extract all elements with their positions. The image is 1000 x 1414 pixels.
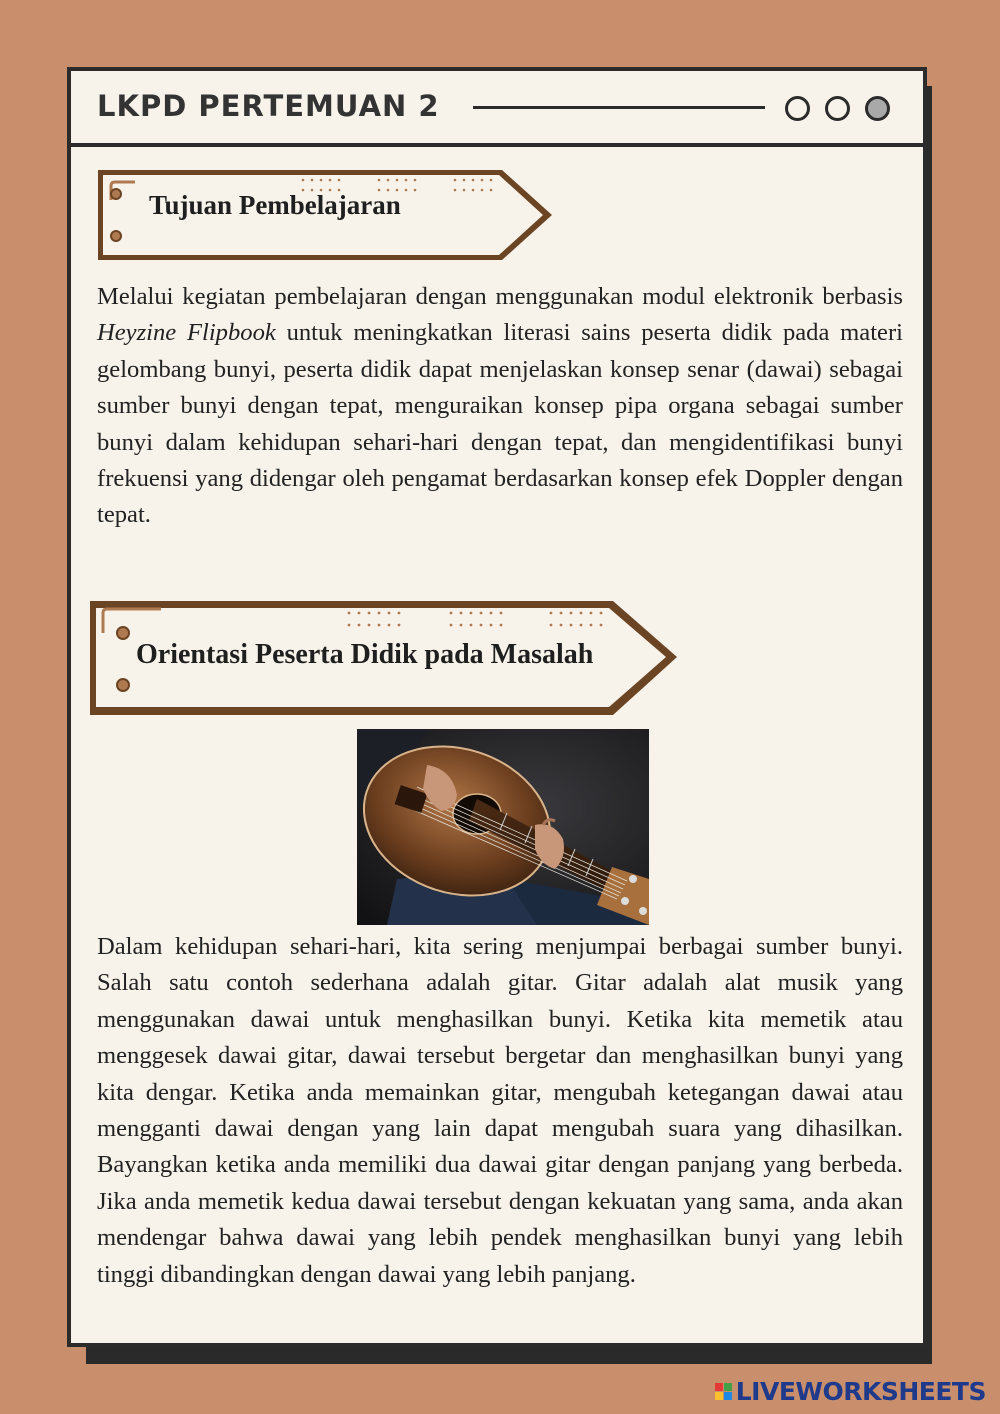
liveworksheets-watermark[interactable]: [715, 1377, 986, 1406]
objective-text-start: Melalui kegiatan pembelajaran dengan menggunakan modul elektronik berbasis: [97, 283, 903, 310]
problem-orientation-paragraph: Dalam kehidupan sehari-hari, kita sering menjumpai berbagai sumber bunyi. Salah satu contoh sederhana adalah gitar. Gitar adalah alat musik yang menggunakan dawai untuk menghasilkan bunyi. Ketika kita memetik atau menggesek dawai gitar, dawai tersebut bergetar dan menghasilkan bunyi yang kita dengar. Ketika anda memainkan gitar, mengubah ketegangan dawai atau mengganti dawai dengan yang lain dapat mengubah suara yang dihasilkan. Bayangkan ketika anda memiliki dua dawai gitar dengan panjang yang berbeda. Jika anda memetik kedua dawai tersebut dengan kekuatan yang sama, anda akan mendengar bahwa dawai yang lebih pendek menghasilkan bunyi yang lebih tinggi dibandingkan dengan dawai yang lebih panjang.: [97, 933, 903, 1288]
section-banner-tujuan: [97, 168, 557, 262]
watermark-text: LIVEWORKSHEETS: [735, 1377, 986, 1406]
section-banner-orientasi: [89, 599, 681, 719]
circle-outline-icon: [785, 96, 810, 121]
section-heading-orientasi: Orientasi Peserta Didik pada Masalah: [136, 639, 594, 670]
header-divider-line: [473, 106, 765, 109]
objective-emphasis: Heyzine Flipbook: [97, 319, 276, 347]
header-bar: [71, 71, 923, 147]
guitar-photo: [357, 729, 649, 925]
circle-outline-icon: [825, 96, 850, 121]
guitar-illustration: [357, 729, 649, 925]
section-heading-tujuan: Tujuan Pembelajaran: [149, 190, 401, 220]
circle-filled-icon: [865, 96, 890, 121]
worksheet-card: [67, 67, 927, 1347]
page-title: LKPD PERTEMUAN 2: [97, 89, 440, 123]
liveworksheets-logo-icon: [715, 1383, 732, 1400]
objective-text-end: untuk meningkatkan literasi sains peserta didik pada materi gelombang bunyi, peserta didik dapat menjelaskan konsep senar (dawai) sebagai sumber bunyi dengan tepat, menguraikan konsep pipa organa sebagai sumber bunyi dalam kehidupan sehari-hari dengan tepat, dan mengidentifikasi bunyi frekuensi yang didengar oleh pengamat berdasarkan konsep efek Doppler dengan tepat.: [97, 319, 903, 529]
learning-objective-paragraph: [97, 279, 903, 534]
